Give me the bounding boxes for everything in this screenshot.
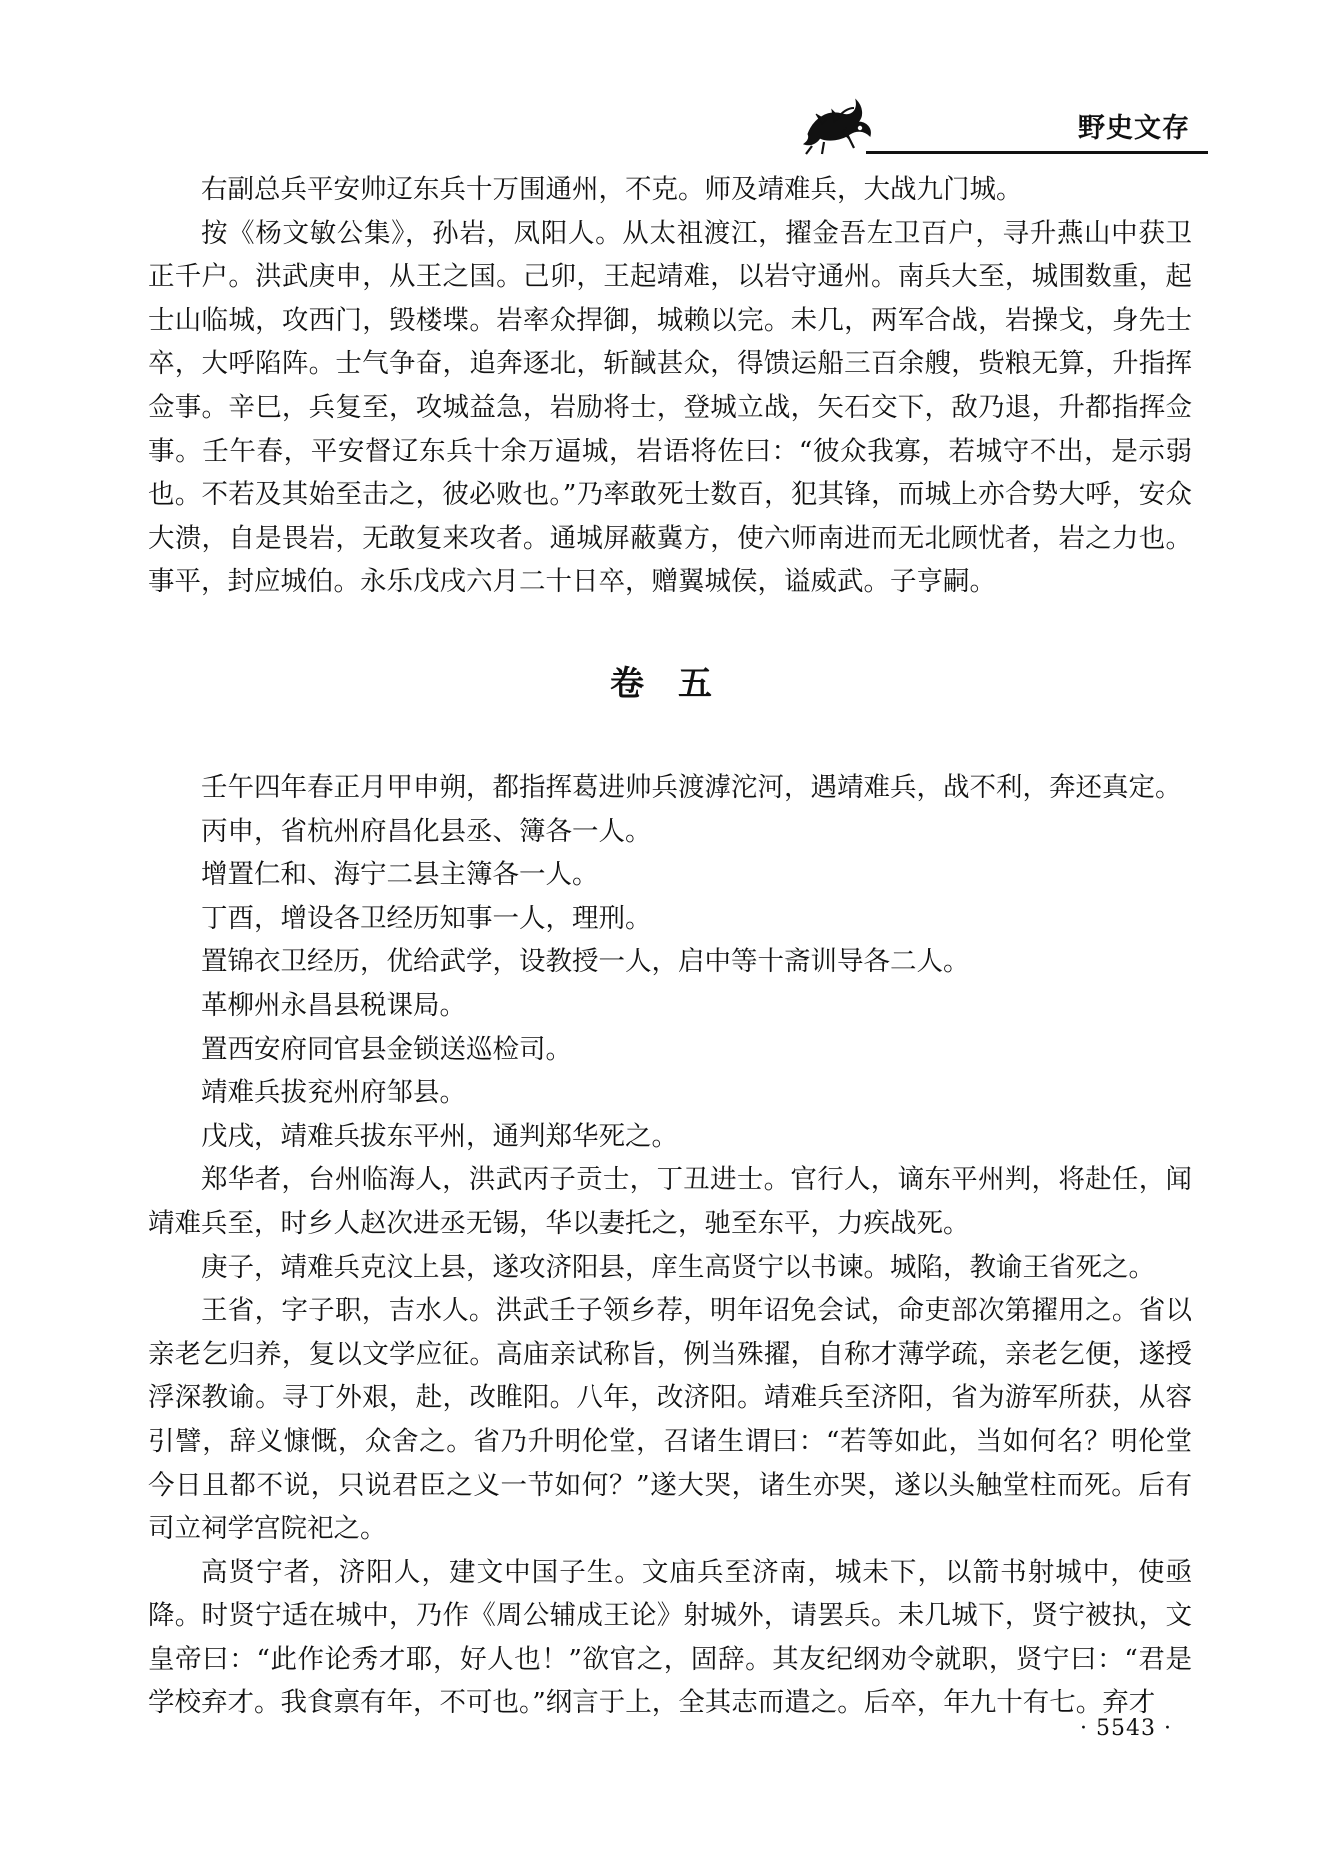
paragraph: 置锦衣卫经历，优给武学，设教授一人，启中等十斋训导各二人。 xyxy=(201,946,970,978)
dragon-emblem-icon xyxy=(798,88,878,158)
running-header xyxy=(788,88,1208,160)
paragraph: 王省，字子职，吉水人。洪武壬子领乡荐，明年诏免会试，命吏部次第擢用之。省以亲老乞归养，复以文学应征。高庙亲试称旨，例当殊擢，自称才薄学疏，亲老乞便，遂授浮深教谕。寻丁外艰，赴，改睢阳。八年，改济阳。靖难兵至济阳，省为游军所获，从容引譬，辞义慷慨，众舍之。省乃升明伦堂，召诸生谓曰：“若等如此，当如何名？明伦堂今日且都不说，只说君臣之义一节如何？”遂大哭，诸生亦哭，遂以头触堂柱而死。后有司立祠学宫院祀之。 xyxy=(148,1295,1192,1545)
paragraph: 革柳州永昌县税课局。 xyxy=(201,989,466,1021)
text-block-upper xyxy=(148,168,1192,604)
paragraph: 郑华者，台州临海人，洪武丙子贡士，丁丑进士。官行人，谪东平州判，将赴任，闻靖难兵至，时乡人赵次进丞无锡，华以妻托之，驰至东平，力疾战死。 xyxy=(148,1164,1192,1239)
paragraph: 戊戌，靖难兵拔东平州，通判郑华死之。 xyxy=(201,1120,678,1152)
volume-heading: 卷五 xyxy=(610,664,746,704)
header-rule xyxy=(866,151,1208,154)
paragraph: 增置仁和、海宁二县主簿各一人。 xyxy=(201,859,599,891)
paragraph: 置西安府同官县金锁送巡检司。 xyxy=(201,1033,572,1065)
paragraph: 丙申，省杭州府昌化县丞、簿各一人。 xyxy=(201,815,652,847)
text-block-lower xyxy=(148,766,1192,1725)
paragraph: 高贤宁者，济阳人，建文中国子生。文庙兵至济南，城未下，以箭书射城中，使亟降。时贤宁适在城中，乃作《周公辅成王论》射城外，请罢兵。未几城下，贤宁被执，文皇帝曰：“此作论秀才耶，好人也！”欲官之，固辞。其友纪纲劝令就职，贤宁曰：“君是学校弃才。我食禀有年，不可也。”纲言于上，全其志而遣之。后卒，年九十有七。弃才 xyxy=(148,1556,1192,1719)
page-number: · 5543 · xyxy=(1080,1716,1172,1741)
paragraph: 壬午四年春正月甲申朔，都指挥葛进帅兵渡滹沱河，遇靖难兵，战不利，奔还真定。 xyxy=(201,772,1182,803)
paragraph: 丁酉，增设各卫经历知事一人，理刑。 xyxy=(201,902,652,934)
paragraph: 按《杨文敏公集》，孙岩，凤阳人。从太祖渡江，擢金吾左卫百户，寻升燕山中获卫正千户。洪武庚申，从王之国。己卯，王起靖难，以岩守通州。南兵大至，城围数重，起士山临城，攻西门，毁楼堞。岩率众捍御，城赖以完。未几，两军合战，岩操戈，身先士卒，大呼陷阵。士气争奋，追奔逐北，斩馘甚众，得馈运船三百余艘，赀粮无算，升指挥佥事。辛巳，兵复至，攻城益急，岩励将士，登城立战，矢石交下，敌乃退，升都指挥佥事。壬午春，平安督辽东兵十余万逼城，岩语将佐曰：“彼众我寡，若城守不出，是示弱也。不若及其始至击之，彼必败也。”乃率敢死士数百，犯其锋，而城上亦合势大呼，安众大溃，自是畏岩，无敢复来攻者。通城屏蔽冀方，使六师南进而无北顾忧者，岩之力也。事平，封应城伯。永乐戊戌六月二十日卒，赠翼城侯，谥威武。子亨嗣。 xyxy=(148,217,1192,598)
paragraph: 庚子，靖难兵克汶上县，遂攻济阳县，庠生高贤宁以书谏。城陷，教谕王省死之。 xyxy=(201,1251,1155,1283)
paragraph: 靖难兵拔兖州府邹县。 xyxy=(201,1077,466,1109)
paragraph: 右副总兵平安帅辽东兵十万围通州，不克。师及靖难兵，大战九门城。 xyxy=(201,174,1023,205)
header-title: 野史文存 xyxy=(1078,113,1190,144)
